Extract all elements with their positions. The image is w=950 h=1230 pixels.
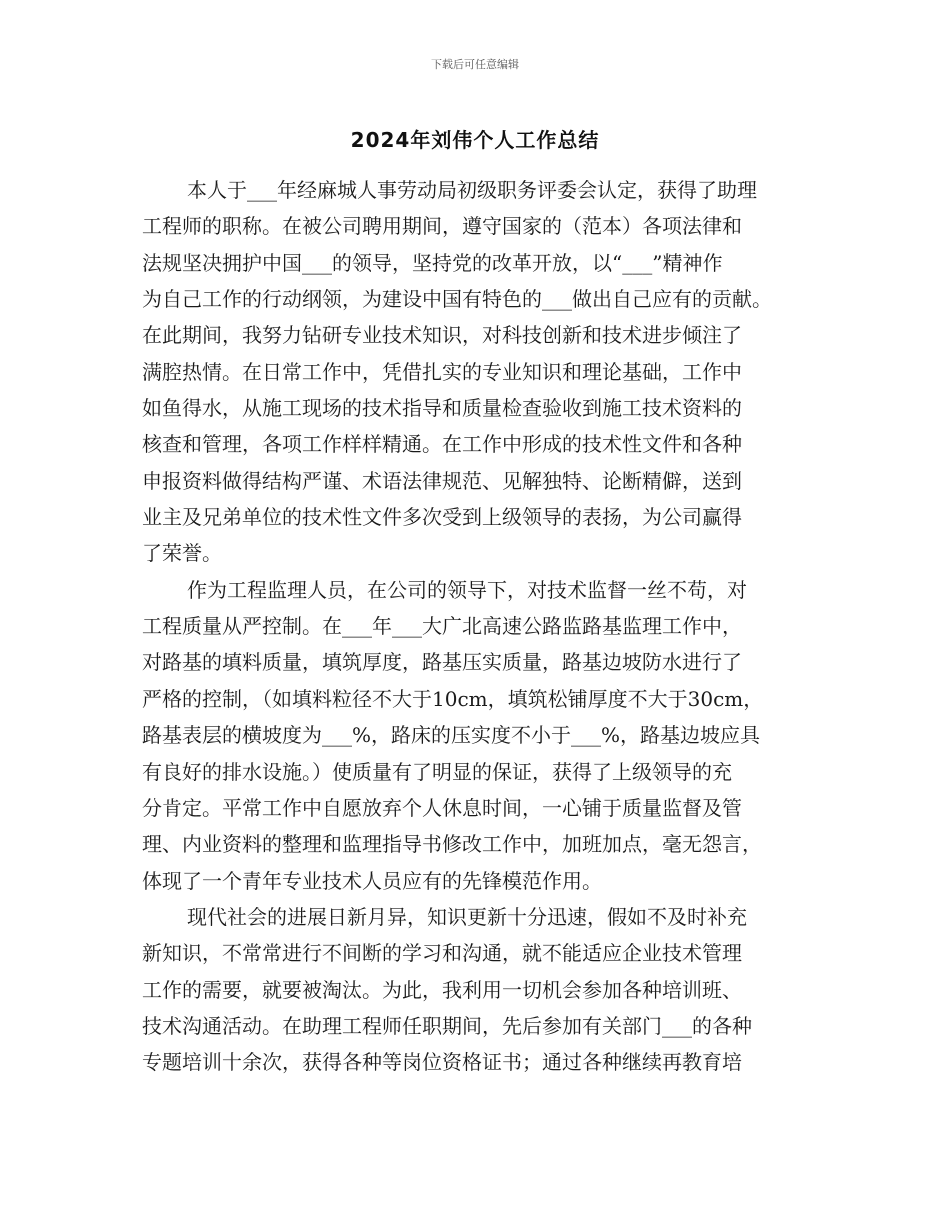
- text-line: 对路基的填料质量，填筑厚度，路基压实质量，路基边坡防水进行了: [142, 650, 742, 675]
- text-line: 了荣誉。: [142, 541, 222, 566]
- text-line: 法规坚决拥护中国___的领导，坚持党的改革开放，以“___”精神作: [142, 250, 723, 275]
- header-note: 下载后可任意编辑: [431, 58, 519, 71]
- text-line: 本人于___年经麻城人事劳动局初级职务评委会认定，获得了助理: [187, 178, 757, 202]
- text-line: 技术沟通活动。在助理工程师任职期间，先后参加有关部门___的各种: [142, 1013, 752, 1038]
- text-line: 严格的控制，（如填料粒径不大于10cm，填筑松铺厚度不大于30cm，: [142, 686, 764, 711]
- text-line: 为自己工作的行动纲领，为建设中国有特色的___做出自己应有的贡献。: [142, 287, 772, 312]
- text-line: 工程质量从严控制。在___年___大广北高速公路监路基监理工作中，: [142, 614, 742, 639]
- text-line: 如鱼得水，从施工现场的技术指导和质量检查验收到施工技术资料的: [142, 396, 742, 421]
- text-line: 专题培训十余次，获得各种等岗位资格证书；通过各种继续再教育培: [142, 1050, 742, 1075]
- text-line: 分肯定。平常工作中自愿放弃个人休息时间，一心铺于质量监督及管: [142, 795, 742, 820]
- text-line: 新知识，不常常进行不间断的学习和沟通，就不能适应企业技术管理: [142, 941, 742, 966]
- text-line: 在此期间，我努力钻研专业技术知识，对科技创新和技术进步倾注了: [142, 323, 742, 348]
- text-line: 现代社会的进展日新月异，知识更新十分迅速，假如不及时补充: [187, 904, 747, 929]
- text-line: 作为工程监理人员，在公司的领导下，对技术监督一丝不苟，对: [187, 577, 747, 602]
- document-title: 2024年刘伟个人工作总结: [350, 128, 600, 152]
- text-line: 工作的需要，就要被淘汰。为此，我利用一切机会参加各种培训班、: [142, 977, 742, 1002]
- text-line: 体现了一个青年专业技术人员应有的先锋模范作用。: [142, 868, 602, 893]
- text-line: 申报资料做得结构严谨、术语法律规范、见解独特、论断精僻，送到: [142, 468, 742, 493]
- text-line: 业主及兄弟单位的技术性文件多次受到上级领导的表扬，为公司赢得: [142, 505, 742, 530]
- text-line: 满腔热情。在日常工作中，凭借扎实的专业知识和理论基础，工作中: [142, 359, 742, 384]
- text-line: 理、内业资料的整理和监理指导书修改工作中，加班加点，毫无怨言，: [142, 832, 762, 857]
- text-line: 路基表层的横坡度为___%，路床的压实度不小于___%，路基边坡应具: [142, 723, 761, 748]
- text-line: 有良好的排水设施。）使质量有了明显的保证，获得了上级领导的充: [142, 759, 732, 784]
- document-body: [142, 172, 810, 1081]
- text-line: 工程师的职称。在被公司聘用期间，遵守国家的（范本）各项法律和: [142, 214, 742, 239]
- text-line: 核查和管理，各项工作样样精通。在工作中形成的技术性文件和各种: [142, 432, 742, 457]
